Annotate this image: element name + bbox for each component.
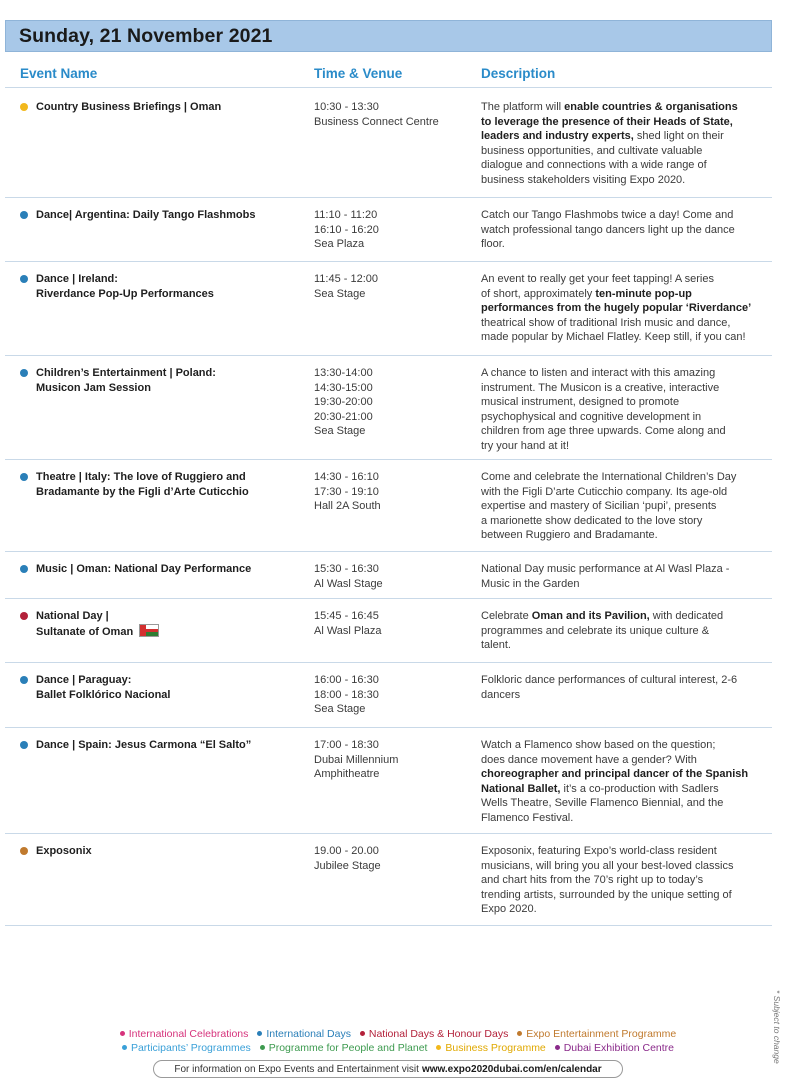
description-line bbox=[481, 902, 765, 917]
description-text: expertise and mastery of Sicilian ‘pupi’, presents bbox=[481, 500, 717, 512]
event-description bbox=[481, 673, 765, 702]
venue-line: 16:10 - 16:20 bbox=[314, 223, 379, 236]
bullet-icon bbox=[120, 1031, 125, 1036]
description-line bbox=[481, 410, 765, 425]
description-text: watch professional tango dancers light up the dance bbox=[481, 223, 735, 236]
venue-line: Jubilee Stage bbox=[314, 859, 381, 872]
description-line bbox=[481, 514, 765, 529]
event-description bbox=[481, 562, 765, 591]
description-line bbox=[481, 873, 765, 888]
description-line bbox=[481, 767, 765, 782]
venue-line: 11:10 - 11:20 bbox=[314, 209, 378, 221]
category-dot-icon bbox=[20, 676, 28, 684]
event-name-line: Dance | Ireland: bbox=[36, 273, 118, 285]
event-name-line: Musicon Jam Session bbox=[36, 382, 151, 394]
venue-line: 17:30 - 19:10 bbox=[314, 485, 379, 498]
description-line bbox=[481, 129, 765, 144]
description-text: with the Figli D’arte Cuticchio company. Its age-old bbox=[481, 485, 728, 498]
description-line bbox=[481, 782, 765, 797]
event-name bbox=[36, 100, 296, 115]
legend-business: Business Programme bbox=[436, 1042, 545, 1054]
venue-line: Sea Stage bbox=[314, 703, 366, 715]
event-description bbox=[481, 609, 765, 653]
description-text: Come and celebrate the International Children’s Day bbox=[481, 471, 737, 483]
footer-link[interactable]: www.expo2020dubai.com/en/calendar bbox=[421, 1063, 602, 1075]
venue-line: Sea Plaza bbox=[314, 238, 365, 250]
venue-line: 10:30 - 13:30 bbox=[314, 101, 379, 113]
event-name-line: Bradamante by the Figli d’Arte Cuticchio bbox=[36, 486, 249, 498]
row-divider bbox=[5, 598, 772, 599]
event-time-venue bbox=[314, 673, 474, 717]
event-name bbox=[36, 272, 296, 302]
bullet-icon bbox=[555, 1045, 560, 1050]
category-dot-icon bbox=[20, 211, 28, 219]
description-text: does dance movement have a gender? With bbox=[481, 753, 697, 766]
description-line bbox=[481, 395, 765, 410]
subject-to-change-note: * Subject to change bbox=[772, 990, 782, 1064]
row-divider bbox=[5, 355, 772, 356]
event-name-line: Exposonix bbox=[36, 845, 92, 857]
description-line bbox=[481, 688, 765, 703]
legend-people-planet: Programme for People and Planet bbox=[260, 1042, 428, 1054]
description-line bbox=[481, 485, 765, 500]
description-text: business opportunities, and cultivate valuable bbox=[481, 144, 703, 157]
description-text: Celebrate bbox=[481, 610, 532, 622]
description-line bbox=[481, 158, 765, 173]
event-name-line: Children’s Entertainment | Poland: bbox=[36, 367, 216, 379]
venue-line: Sea Stage bbox=[314, 425, 366, 437]
event-time-venue bbox=[314, 208, 474, 252]
event-time-venue bbox=[314, 609, 474, 638]
description-line bbox=[481, 287, 765, 302]
description-highlight: leaders and industry experts, bbox=[481, 130, 634, 142]
venue-line: 14:30-15:00 bbox=[314, 381, 373, 394]
row-divider bbox=[5, 727, 772, 728]
description-text: psychophysical and cognitive development in bbox=[481, 410, 702, 423]
legend-international-celebrations: International Celebrations bbox=[120, 1028, 249, 1040]
description-text: A chance to listen and interact with this amazing bbox=[481, 367, 716, 379]
venue-line: 18:00 - 18:30 bbox=[314, 688, 379, 701]
event-name-line: Dance| Argentina: Daily Tango Flashmobs bbox=[36, 209, 256, 221]
venue-line: 15:45 - 16:45 bbox=[314, 610, 379, 622]
column-time-venue: Time & Venue bbox=[314, 66, 403, 81]
venue-line: Amphitheatre bbox=[314, 768, 380, 780]
description-highlight: ten-minute pop-up bbox=[595, 287, 692, 300]
bullet-icon bbox=[360, 1031, 365, 1036]
venue-line: 19.00 - 20.00 bbox=[314, 845, 379, 857]
description-text: National Day music performance at Al Wasl Plaza - bbox=[481, 563, 730, 575]
row-divider bbox=[5, 197, 772, 198]
venue-line: Business Connect Centre bbox=[314, 115, 439, 128]
row-divider bbox=[5, 261, 772, 262]
footer-info bbox=[153, 1060, 623, 1078]
description-text: musical instrument, designed to promote bbox=[481, 396, 680, 408]
header-divider bbox=[5, 87, 772, 88]
event-time-venue bbox=[314, 844, 474, 873]
description-line bbox=[481, 562, 765, 577]
description-line bbox=[481, 638, 765, 653]
event-time-venue bbox=[314, 366, 474, 439]
category-dot-icon bbox=[20, 847, 28, 855]
description-text: between Ruggiero and Bradamante. bbox=[481, 529, 658, 541]
event-name-line: Dance | Spain: Jesus Carmona “El Salto” bbox=[36, 739, 252, 751]
bullet-icon bbox=[122, 1045, 127, 1050]
description-highlight: enable countries & organisations bbox=[564, 101, 738, 113]
description-line bbox=[481, 609, 765, 624]
event-description bbox=[481, 470, 765, 543]
description-text: Folkloric dance performances of cultural interest, 2-6 bbox=[481, 674, 738, 686]
row-divider bbox=[5, 662, 772, 663]
description-text: a marionette show dedicated to the love story bbox=[481, 514, 703, 527]
description-line bbox=[481, 528, 765, 543]
venue-line: Sea Stage bbox=[314, 287, 366, 300]
bullet-icon bbox=[257, 1031, 262, 1036]
description-text: business stakeholders visiting Expo 2020. bbox=[481, 173, 686, 186]
description-text: Watch a Flamenco show based on the question; bbox=[481, 739, 716, 751]
venue-line: Hall 2A South bbox=[314, 500, 381, 512]
category-dot-icon bbox=[20, 741, 28, 749]
legend-row-2 bbox=[0, 1042, 796, 1054]
description-line bbox=[481, 859, 765, 874]
description-text: Flamenco Festival. bbox=[481, 811, 574, 824]
event-description bbox=[481, 738, 765, 825]
event-name bbox=[36, 470, 296, 500]
venue-line: 13:30-14:00 bbox=[314, 367, 373, 379]
category-dot-icon bbox=[20, 369, 28, 377]
description-line bbox=[481, 577, 765, 592]
description-line bbox=[481, 844, 765, 859]
venue-line: 11:45 - 12:00 bbox=[314, 273, 379, 285]
event-name-line: Sultanate of Oman bbox=[36, 624, 296, 640]
event-name bbox=[36, 844, 296, 859]
venue-line: 14:30 - 16:10 bbox=[314, 471, 379, 483]
category-dot-icon bbox=[20, 275, 28, 283]
description-text: of short, approximately bbox=[481, 287, 596, 300]
description-highlight: to leverage the presence of their Heads of State, bbox=[481, 115, 733, 128]
event-description bbox=[481, 366, 765, 453]
category-dot-icon bbox=[20, 473, 28, 481]
event-name-line: Theatre | Italy: The love of Ruggiero and bbox=[36, 471, 246, 483]
description-line bbox=[481, 173, 765, 188]
description-line bbox=[481, 366, 765, 381]
event-time-venue bbox=[314, 562, 474, 591]
description-line bbox=[481, 424, 765, 439]
description-line bbox=[481, 470, 765, 485]
description-text: made popular by Michael Flatley. Keep still, if you can! bbox=[481, 331, 746, 343]
event-name-line: Country Business Briefings | Oman bbox=[36, 101, 222, 113]
description-line bbox=[481, 673, 765, 688]
description-text: The platform will bbox=[481, 101, 565, 113]
description-line bbox=[481, 144, 765, 159]
description-line bbox=[481, 888, 765, 903]
event-name bbox=[36, 208, 296, 223]
description-line bbox=[481, 237, 765, 252]
description-line bbox=[481, 811, 765, 826]
description-line bbox=[481, 100, 765, 115]
event-name bbox=[36, 366, 296, 396]
event-name bbox=[36, 562, 296, 577]
venue-line: 16:00 - 16:30 bbox=[314, 674, 379, 686]
row-divider bbox=[5, 833, 772, 834]
bullet-icon bbox=[260, 1045, 265, 1050]
description-text: instrument. The Musicon is a creative, interactive bbox=[481, 381, 720, 394]
legend-entertainment: Expo Entertainment Programme bbox=[517, 1028, 676, 1040]
description-highlight: performances from the hugely popular ‘Riverdance’ bbox=[481, 302, 752, 314]
event-name bbox=[36, 673, 296, 703]
description-text: with dedicated bbox=[649, 610, 724, 622]
description-text: talent. bbox=[481, 639, 511, 651]
description-highlight: Oman and its Pavilion, bbox=[531, 610, 650, 622]
description-line bbox=[481, 439, 765, 454]
venue-line: Dubai Millennium bbox=[314, 753, 399, 766]
description-line bbox=[481, 753, 765, 768]
page-title: Sunday, 21 November 2021 bbox=[19, 24, 273, 47]
event-description bbox=[481, 844, 765, 917]
description-text: Music in the Garden bbox=[481, 577, 580, 590]
description-text: Wells Theatre, Seville Flamenco Biennial, and the bbox=[481, 797, 724, 809]
venue-line: 20:30-21:00 bbox=[314, 410, 373, 423]
bullet-icon bbox=[436, 1045, 441, 1050]
event-description bbox=[481, 272, 765, 345]
description-line bbox=[481, 330, 765, 345]
row-divider bbox=[5, 925, 772, 926]
description-text: it’s a co-production with Sadlers bbox=[560, 782, 719, 795]
description-text: dialogue and connections with a wide range of bbox=[481, 159, 707, 171]
description-line bbox=[481, 208, 765, 223]
page-header bbox=[5, 20, 772, 52]
venue-line: 17:00 - 18:30 bbox=[314, 739, 379, 751]
description-highlight: National Ballet, bbox=[481, 782, 561, 795]
event-time-venue bbox=[314, 100, 474, 129]
legend-national-days: National Days & Honour Days bbox=[360, 1028, 508, 1040]
venue-line: Al Wasl Stage bbox=[314, 577, 383, 590]
description-text: children from age three upwards. Come along and bbox=[481, 425, 726, 437]
category-dot-icon bbox=[20, 103, 28, 111]
description-line bbox=[481, 316, 765, 331]
column-event-name: Event Name bbox=[20, 66, 98, 81]
event-name-line: Dance | Paraguay: bbox=[36, 674, 132, 686]
description-line bbox=[481, 381, 765, 396]
description-text: Expo 2020. bbox=[481, 903, 537, 915]
column-description: Description bbox=[481, 66, 556, 81]
description-text: shed light on their bbox=[633, 130, 724, 142]
description-text: floor. bbox=[481, 238, 505, 250]
event-name-line: Ballet Folklórico Nacional bbox=[36, 689, 171, 701]
description-text: trending artists, surrounded by the unique setting of bbox=[481, 888, 732, 901]
footer-text: For information on Expo Events and Entertainment visit bbox=[174, 1063, 419, 1075]
column-headers bbox=[0, 64, 796, 86]
description-text: programmes and celebrate its unique culture & bbox=[481, 624, 710, 637]
category-dot-icon bbox=[20, 612, 28, 620]
event-time-venue bbox=[314, 470, 474, 514]
description-line bbox=[481, 272, 765, 287]
legend-exhibition: Dubai Exhibition Centre bbox=[555, 1042, 674, 1054]
description-text: try your hand at it! bbox=[481, 439, 570, 452]
event-time-venue bbox=[314, 738, 474, 782]
event-description bbox=[481, 208, 765, 252]
event-description bbox=[481, 100, 765, 187]
description-text: Exposonix, featuring Expo’s world-class resident bbox=[481, 845, 717, 857]
event-name-line: National Day | bbox=[36, 610, 109, 622]
description-text: An event to really get your feet tapping! A series bbox=[481, 273, 714, 285]
event-name bbox=[36, 609, 296, 640]
description-text: Catch our Tango Flashmobs twice a day! Come and bbox=[481, 209, 734, 221]
venue-line: 19:30-20:00 bbox=[314, 396, 373, 408]
description-text: theatrical show of traditional Irish music and dance, bbox=[481, 316, 731, 329]
description-line bbox=[481, 738, 765, 753]
description-line bbox=[481, 301, 765, 316]
oman-flag-icon bbox=[139, 624, 159, 637]
event-name-line: Riverdance Pop-Up Performances bbox=[36, 288, 214, 300]
description-text: dancers bbox=[481, 688, 521, 701]
description-line bbox=[481, 624, 765, 639]
description-line bbox=[481, 499, 765, 514]
legend-row-1 bbox=[0, 1028, 796, 1040]
description-text: musicians, will bring you all your best-loved classics bbox=[481, 859, 734, 872]
event-time-venue bbox=[314, 272, 474, 301]
bullet-icon bbox=[517, 1031, 522, 1036]
legend-international-days: International Days bbox=[257, 1028, 351, 1040]
row-divider bbox=[5, 459, 772, 460]
event-name bbox=[36, 738, 296, 753]
venue-line: Al Wasl Plaza bbox=[314, 624, 382, 637]
category-dot-icon bbox=[20, 565, 28, 573]
row-divider bbox=[5, 551, 772, 552]
venue-line: 15:30 - 16:30 bbox=[314, 563, 379, 575]
description-highlight: choreographer and principal dancer of the Spanish bbox=[481, 768, 749, 780]
description-text: and chart hits from the 70’s right up to today’s bbox=[481, 874, 704, 886]
event-name-line: Music | Oman: National Day Performance bbox=[36, 563, 252, 575]
legend-participants: Participants’ Programmes bbox=[122, 1042, 251, 1054]
description-line bbox=[481, 223, 765, 238]
description-line bbox=[481, 115, 765, 130]
description-line bbox=[481, 796, 765, 811]
